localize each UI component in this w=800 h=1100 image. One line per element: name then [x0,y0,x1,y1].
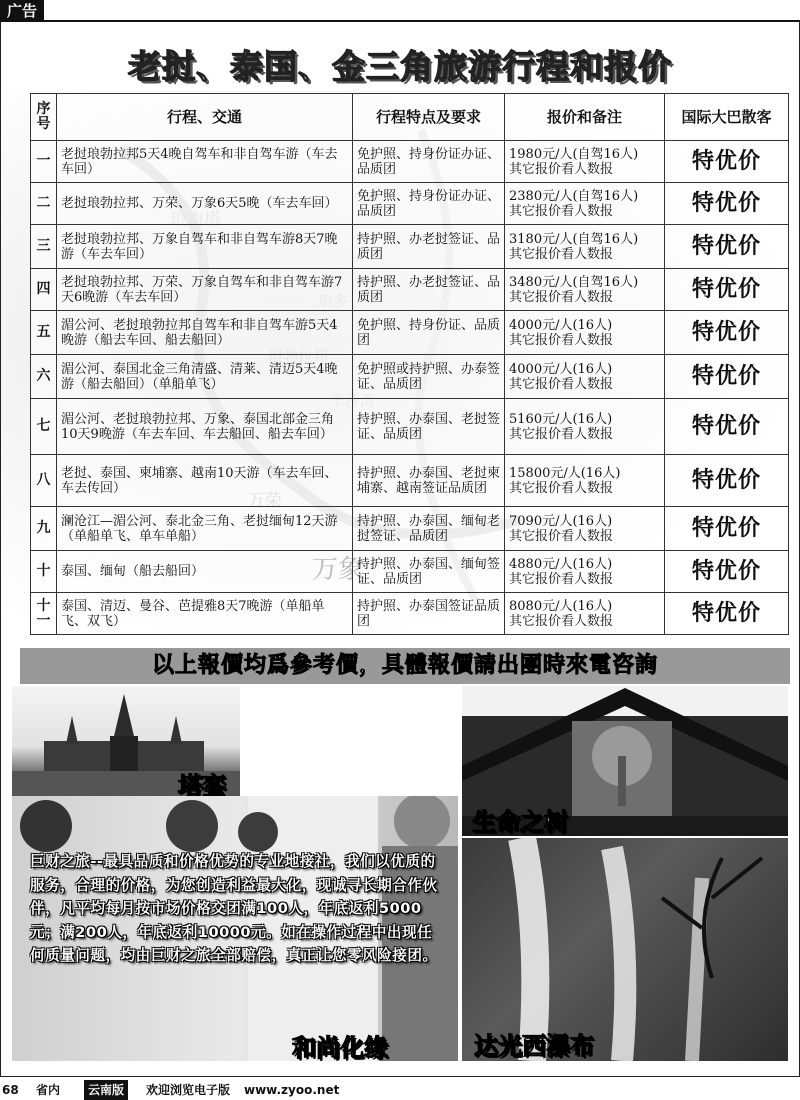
route-cell: 老挝、泰国、柬埔寨、越南10天游（车去车回、车去传回） [57,455,353,507]
price-value: 2380元/人(自驾16人) [509,188,639,204]
price-cell [505,455,665,507]
table-row [31,399,789,455]
itinerary-table [30,93,789,635]
price-cell [505,399,665,455]
row-number: 一 [31,141,57,183]
row-number: 七 [31,399,57,455]
table-row [31,183,789,225]
tree-caption: 生命之树 [472,808,568,836]
section-label: 省内 [36,1083,61,1097]
price-note: 其它报价看人数报 [509,289,614,305]
feature-cell: 免护照、持身份证办证、品质团 [353,141,505,183]
table-row [31,355,789,399]
price-note: 其它报价看人数报 [509,528,614,544]
feature-cell: 免护照、持身份证、品质团 [353,311,505,355]
row-number: 八 [31,455,57,507]
feature-cell: 免护照或持护照、办泰签证、品质团 [353,355,505,399]
price-cell [505,507,665,551]
price-cell [505,141,665,183]
tree-of-life-photo [462,686,788,836]
table-row [31,455,789,507]
row-number: 十 [31,551,57,593]
column-header: 报价和备注 [505,94,665,141]
route-cell: 老挝琅勃拉邦、万象自驾车和非自驾车游8天7晚游（车去车回） [57,225,353,269]
price-value: 7090元/人(16人) [509,513,613,529]
price-value: 1980元/人(自驾16人) [509,146,639,162]
temple-caption: 塔銮 [178,772,226,796]
page-number: 68 [2,1083,19,1097]
price-note: 其它报价看人数报 [509,571,614,587]
page-footer [0,1080,800,1100]
column-header: 序号 [31,94,57,141]
route-cell: 老挝琅勃拉邦、万荣、万象6天5晚（车去车回） [57,183,353,225]
column-header: 行程、交通 [57,94,353,141]
route-cell: 泰国、清迈、曼谷、芭提雅8天7晚游（单船单飞、双飞） [57,593,353,635]
bus-price-cell: 特优价 [665,551,789,593]
row-number: 五 [31,311,57,355]
route-cell: 澜沧江—湄公河、泰北金三角、老挝缅甸12天游（单船单飞、单车单船） [57,507,353,551]
feature-cell: 持护照、办泰国签证品质团 [353,593,505,635]
table-row [31,507,789,551]
column-header: 国际大巴散客 [665,94,789,141]
price-value: 4880元/人(16人) [509,556,613,572]
route-cell: 泰国、缅甸（船去船回） [57,551,353,593]
province-edition: 云南版 [84,1080,128,1100]
price-value: 4000元/人(16人) [509,317,613,333]
page-title: 老挝、泰国、金三角旅游行程和报价 [128,47,672,86]
bus-price-cell: 特优价 [665,269,789,311]
bus-price-cell: 特优价 [665,455,789,507]
price-note: 其它报价看人数报 [509,332,614,348]
route-cell: 湄公河、老挝琅勃拉邦、万象、泰国北部金三角10天9晚游（车去车回、车去船回、船去车回） [57,399,353,455]
feature-cell: 持护照、办泰国、老挝柬埔寨、越南签证品质团 [353,455,505,507]
bus-price-cell: 特优价 [665,399,789,455]
price-note: 其它报价看人数报 [509,426,614,442]
price-note: 其它报价看人数报 [509,161,614,177]
table-row [31,225,789,269]
route-cell: 老挝琅勃拉邦、万荣、万象自驾车和非自驾车游7天6晚游（车去车回） [57,269,353,311]
site-slogan: 欢迎浏览电子版 [146,1083,231,1097]
price-value: 3480元/人(自驾16人) [509,274,639,290]
bus-price-cell: 特优价 [665,507,789,551]
price-value: 5160元/人(16人) [509,411,613,427]
bus-price-cell: 特优价 [665,183,789,225]
price-note: 其它报价看人数报 [509,246,614,262]
price-value: 15800元/人(16人) [509,465,621,481]
waterfall-caption: 达光西瀑布 [474,1032,594,1060]
feature-cell: 持护照、办老挝签证、品质团 [353,225,505,269]
price-cell [505,593,665,635]
price-note: 其它报价看人数报 [509,480,614,496]
temple-photo [12,686,240,796]
waterfall-photo [462,838,788,1061]
row-number: 六 [31,355,57,399]
bus-price-cell: 特优价 [665,311,789,355]
row-number: 四 [31,269,57,311]
table-row [31,551,789,593]
column-header: 行程特点及要求 [353,94,505,141]
company-pitch: 巨财之旅--最具品质和价格优势的专业地接社，我们以优质的服务，合理的价格，为您创造利益最大化，现诚寻长期合作伙伴，凡平均每月按市场价格交团满100人，年底返利5000元；满200人，年底返利10000元。如在操作过程中出现任何质量问题，均由巨财之旅全部赔偿，真正让您零风险接团。 [30,853,438,964]
ad-label: 广告 [0,0,44,22]
bus-price-cell: 特优价 [665,355,789,399]
top-bar [0,0,800,22]
table-row [31,269,789,311]
bus-price-cell: 特优价 [665,225,789,269]
price-note: 其它报价看人数报 [509,376,614,392]
table-header-row [31,94,789,141]
bus-price-cell: 特优价 [665,141,789,183]
price-cell [505,269,665,311]
feature-cell: 免护照、持身份证办证、品质团 [353,183,505,225]
route-cell: 湄公河、老挝琅勃拉邦自驾车和非自驾车游5天4晚游（船去车回、船去船回） [57,311,353,355]
price-value: 4000元/人(16人) [509,361,613,377]
price-notice-banner: 以上報價均爲參考價，具體報價請出團時來電咨詢 [20,648,790,684]
price-cell [505,551,665,593]
price-value: 8080元/人(16人) [509,598,613,614]
site-url: www.zyoo.net [244,1083,340,1097]
table-row [31,311,789,355]
feature-cell: 持护照、办老挝签证、品质团 [353,269,505,311]
row-number: 十一 [31,593,57,635]
price-note: 其它报价看人数报 [509,203,614,219]
row-number: 二 [31,183,57,225]
feature-cell: 持护照、办泰国、老挝签证、品质团 [353,399,505,455]
price-cell [505,225,665,269]
row-number: 三 [31,225,57,269]
price-note: 其它报价看人数报 [509,613,614,629]
table-row [31,593,789,635]
price-cell [505,355,665,399]
route-cell: 老挝琅勃拉邦5天4晚自驾车和非自驾车游（车去车回） [57,141,353,183]
itinerary-rows [31,141,789,635]
price-value: 3180元/人(自驾16人) [509,231,639,247]
price-cell [505,183,665,225]
feature-cell: 持护照、办泰国、缅甸签证、品质团 [353,551,505,593]
feature-cell: 持护照、办泰国、缅甸老挝签证、品质团 [353,507,505,551]
price-cell [505,311,665,355]
bus-price-cell: 特优价 [665,593,789,635]
row-number: 九 [31,507,57,551]
route-cell: 湄公河、泰国北金三角清盛、清莱、清迈5天4晚游（船去船回）（单船单飞） [57,355,353,399]
table-row [31,141,789,183]
monk-caption: 和尚化缘 [292,1034,388,1061]
